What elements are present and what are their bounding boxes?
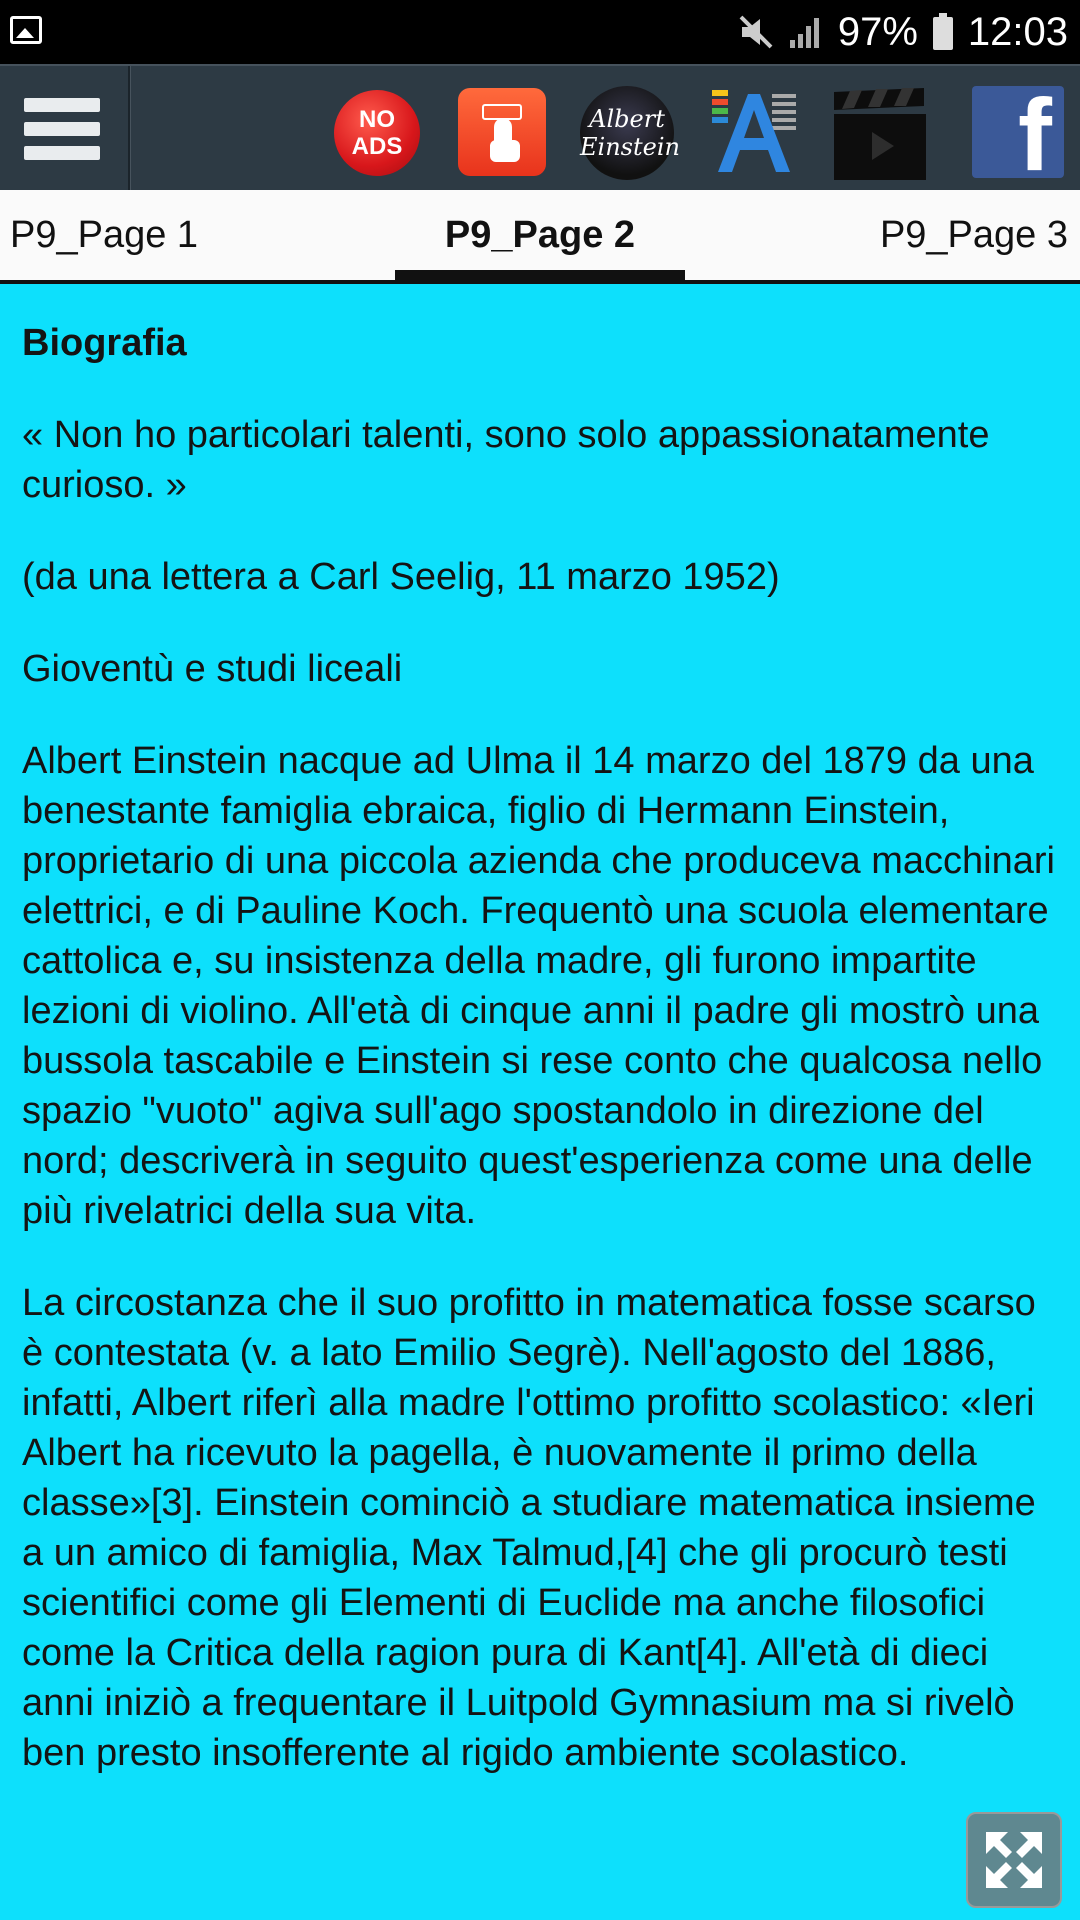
app-toolbar [0,64,1080,190]
clock: 12:03 [967,9,1068,54]
signal-icon [788,14,824,50]
article-heading: Biografia [22,322,187,364]
no-ads-button[interactable] [334,90,420,176]
no-ads-label-line1: NO [359,106,395,133]
tab-page-1[interactable]: P9_Page 1 [10,213,199,256]
image-icon [10,16,42,44]
fullscreen-button[interactable] [966,1812,1062,1908]
battery-icon [932,13,954,51]
albert-einstein-button[interactable] [580,86,680,180]
font-size-button[interactable] [710,86,800,176]
article-content [22,318,1062,1820]
quote-source: (da una lettera a Carl Seelig, 11 marzo 1952) [22,556,780,598]
tab-page-3[interactable]: P9_Page 3 [879,213,1068,256]
tab-page-2[interactable]: P9_Page 2 [444,213,636,256]
facebook-button[interactable] [972,86,1064,178]
menu-icon[interactable] [0,66,130,190]
fullscreen-icon [968,1814,1060,1906]
mute-icon [738,14,774,50]
facebook-icon: f [1018,86,1052,178]
font-size-icon [710,86,800,176]
quote: « Non ho particolari talenti, sono solo appassionatamente curioso. » [22,414,990,506]
selected-tab-indicator [395,270,685,284]
paragraph: La circostanza che il suo profitto in matematica fosse scarso è contestata (v. a lato Emilio Segrè). Nell'agosto del 1886, infatti, Albert riferì alla madre l'ottimo profitto scolastico: «Ieri Albert ha ricevuto la pagella, è nuovamente il primo della classe»[3]. Einstein cominciò a studiare matematica insieme a un amico di famiglia, Max Talmud,[4] che gli procurò testi scientifici come gli Elementi di Euclide ma anche filosofici come la Critica della ragion pura di Kant[4]. All'età di dieci anni iniziò a frequentare il Luitpold Gymnasium ma si rivelò ben presto insofferente al rigido ambiente scolastico. [22,1282,1036,1774]
video-icon [832,86,928,182]
einstein-label-line2: Einstein [580,133,680,161]
section-title: Gioventù e studi liceali [22,648,403,690]
page-tabs [0,190,1080,284]
battery-percentage: 97% [837,9,918,54]
einstein-label-line1: Albert [589,105,665,133]
no-ads-label-line2: ADS [351,133,403,160]
video-button[interactable] [832,86,928,182]
donate-button[interactable] [458,88,546,176]
paragraph: Albert Einstein nacque ad Ulma il 14 marzo del 1879 da una benestante famiglia ebraica, figlio di Hermann Einstein, proprietario di una piccola azienda che produceva macchinari elettrici, e di Pauline Koch. Frequentò una scuola elementare cattolica e, su insistenza della madre, gli furono impartite lezioni di violino. All'età di cinque anni il padre gli mostrò una bussola tascabile e Einstein si rese conto che qualcosa nello spazio "vuoto" agiva sull'ago spostandolo in direzione del nord; descriverà in seguito quest'esperienza come una delle più rivelatrici della sua vita. [22,740,1055,1232]
status-bar [0,0,1080,64]
